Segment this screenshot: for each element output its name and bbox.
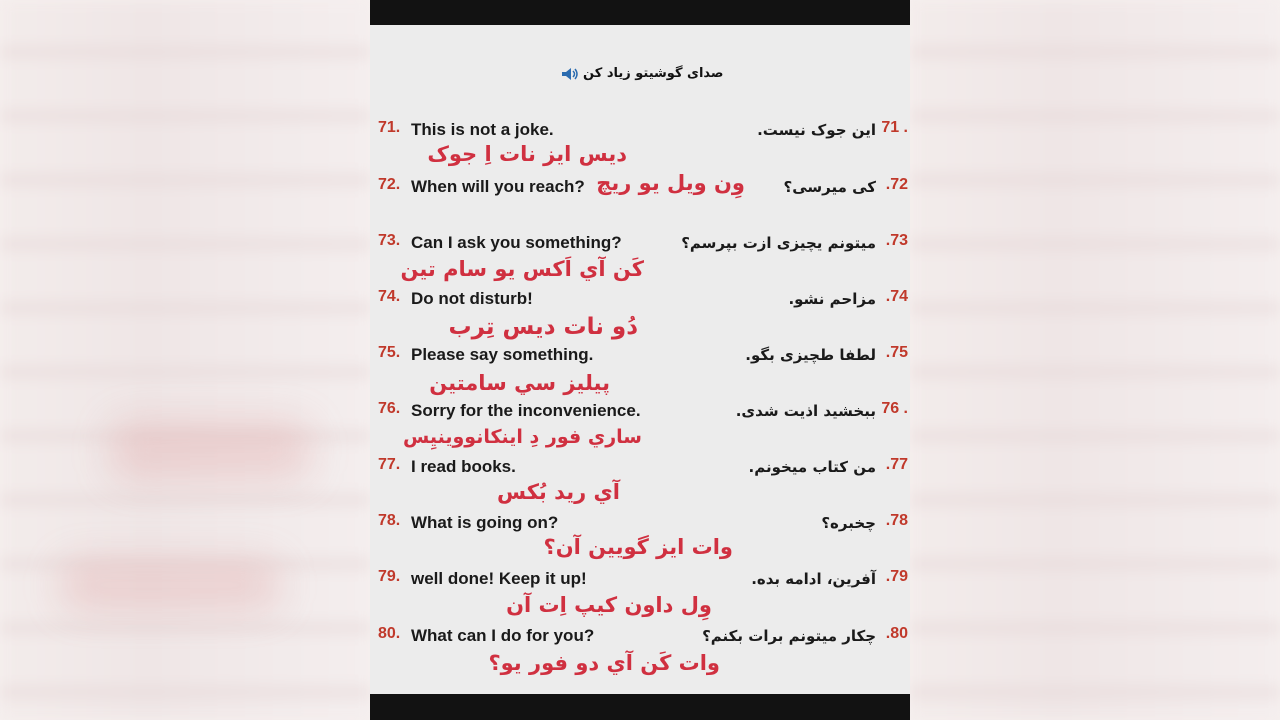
persian-number: .73 <box>885 232 908 249</box>
phone-screen <box>370 0 910 720</box>
persian-number: .78 <box>885 512 908 529</box>
speaker-icon <box>561 67 579 81</box>
persian-number: .80 <box>885 625 908 642</box>
item-number: 74. <box>378 288 401 305</box>
item-number: 75. <box>378 344 401 361</box>
persian-number: .75 <box>885 344 908 361</box>
english-phrase: This is not a joke. <box>411 120 554 139</box>
persian-translation: کی میرسی؟ <box>783 178 876 196</box>
list-item <box>370 568 910 592</box>
list-item <box>370 625 910 649</box>
header-title: صدای گوشیتو زیاد کن <box>583 66 724 81</box>
english-phrase: When will you reach? <box>411 177 585 196</box>
pronunciation-text: ساري فور دِ اینکانووینیِس <box>402 426 642 448</box>
english-phrase: What is going on? <box>411 513 559 532</box>
list-item <box>370 288 910 312</box>
persian-translation: این جوک نیست. <box>757 121 876 139</box>
background-smudge <box>60 560 280 610</box>
persian-translation: چکار میتونم برات بکنم؟ <box>702 627 876 645</box>
top-black-bar <box>370 0 910 25</box>
pronunciation-text: وات ایز گویین آن؟ <box>543 535 733 559</box>
pronunciation-text: دیس ایز نات اِ جوک <box>427 142 627 166</box>
persian-translation: لطفا طچیزی بگو. <box>745 346 876 364</box>
page-header <box>370 66 910 81</box>
list-item <box>370 456 910 480</box>
persian-translation: چخبره؟ <box>821 514 876 532</box>
persian-translation: من کتاب میخونم. <box>748 458 876 476</box>
persian-number: .79 <box>885 568 908 585</box>
pronunciation-text: آي رید بُکس <box>497 480 620 504</box>
english-phrase: Can I ask you something? <box>411 233 622 252</box>
background-blur-right <box>910 0 1280 720</box>
item-number: 80. <box>378 625 401 642</box>
pronunciation-text: دُو نات دیس تِرب <box>448 314 638 340</box>
english-phrase: Do not disturb! <box>411 289 533 308</box>
pronunciation-text: وِل داون کیپ اِت آن <box>506 593 712 617</box>
list-item <box>370 512 910 536</box>
item-number: 73. <box>378 232 401 249</box>
bottom-black-bar <box>370 694 910 720</box>
english-phrase: I read books. <box>411 457 516 476</box>
persian-translation: میتونم یچیزی ازت بپرسم؟ <box>681 234 876 252</box>
list-item <box>370 119 910 143</box>
pronunciation-text: وات کَن آي دو فور یو؟ <box>488 651 720 675</box>
item-number: 71. <box>378 119 401 136</box>
item-number: 78. <box>378 512 401 529</box>
list-item <box>370 344 910 368</box>
persian-number: 71 . <box>881 119 908 136</box>
background-blur-left <box>0 0 370 720</box>
persian-number: .74 <box>885 288 908 305</box>
item-number: 79. <box>378 568 401 585</box>
persian-number: .72 <box>885 176 908 193</box>
pronunciation-text: کَن آي اَکس یو سام تین <box>400 257 644 281</box>
item-number: 76. <box>378 400 401 417</box>
pronunciation-text: وِن ویل یو ریچ <box>596 171 745 195</box>
item-number: 77. <box>378 456 401 473</box>
persian-translation: آفرین، ادامه بده. <box>751 570 876 588</box>
list-item <box>370 232 910 256</box>
persian-translation: مزاحم نشو. <box>788 290 876 308</box>
background-smudge <box>110 420 310 480</box>
english-phrase: Sorry for the inconvenience. <box>411 401 641 420</box>
list-item <box>370 400 910 424</box>
persian-number: .77 <box>885 456 908 473</box>
persian-translation: ببخشید اذیت شدی. <box>735 402 876 420</box>
item-number: 72. <box>378 176 401 193</box>
english-phrase: well done! Keep it up! <box>411 569 587 588</box>
english-phrase: What can I do for you? <box>411 626 595 645</box>
english-phrase: Please say something. <box>411 345 594 364</box>
persian-number: 76 . <box>881 400 908 417</box>
pronunciation-text: پیلیز سي سامتین <box>429 371 610 395</box>
